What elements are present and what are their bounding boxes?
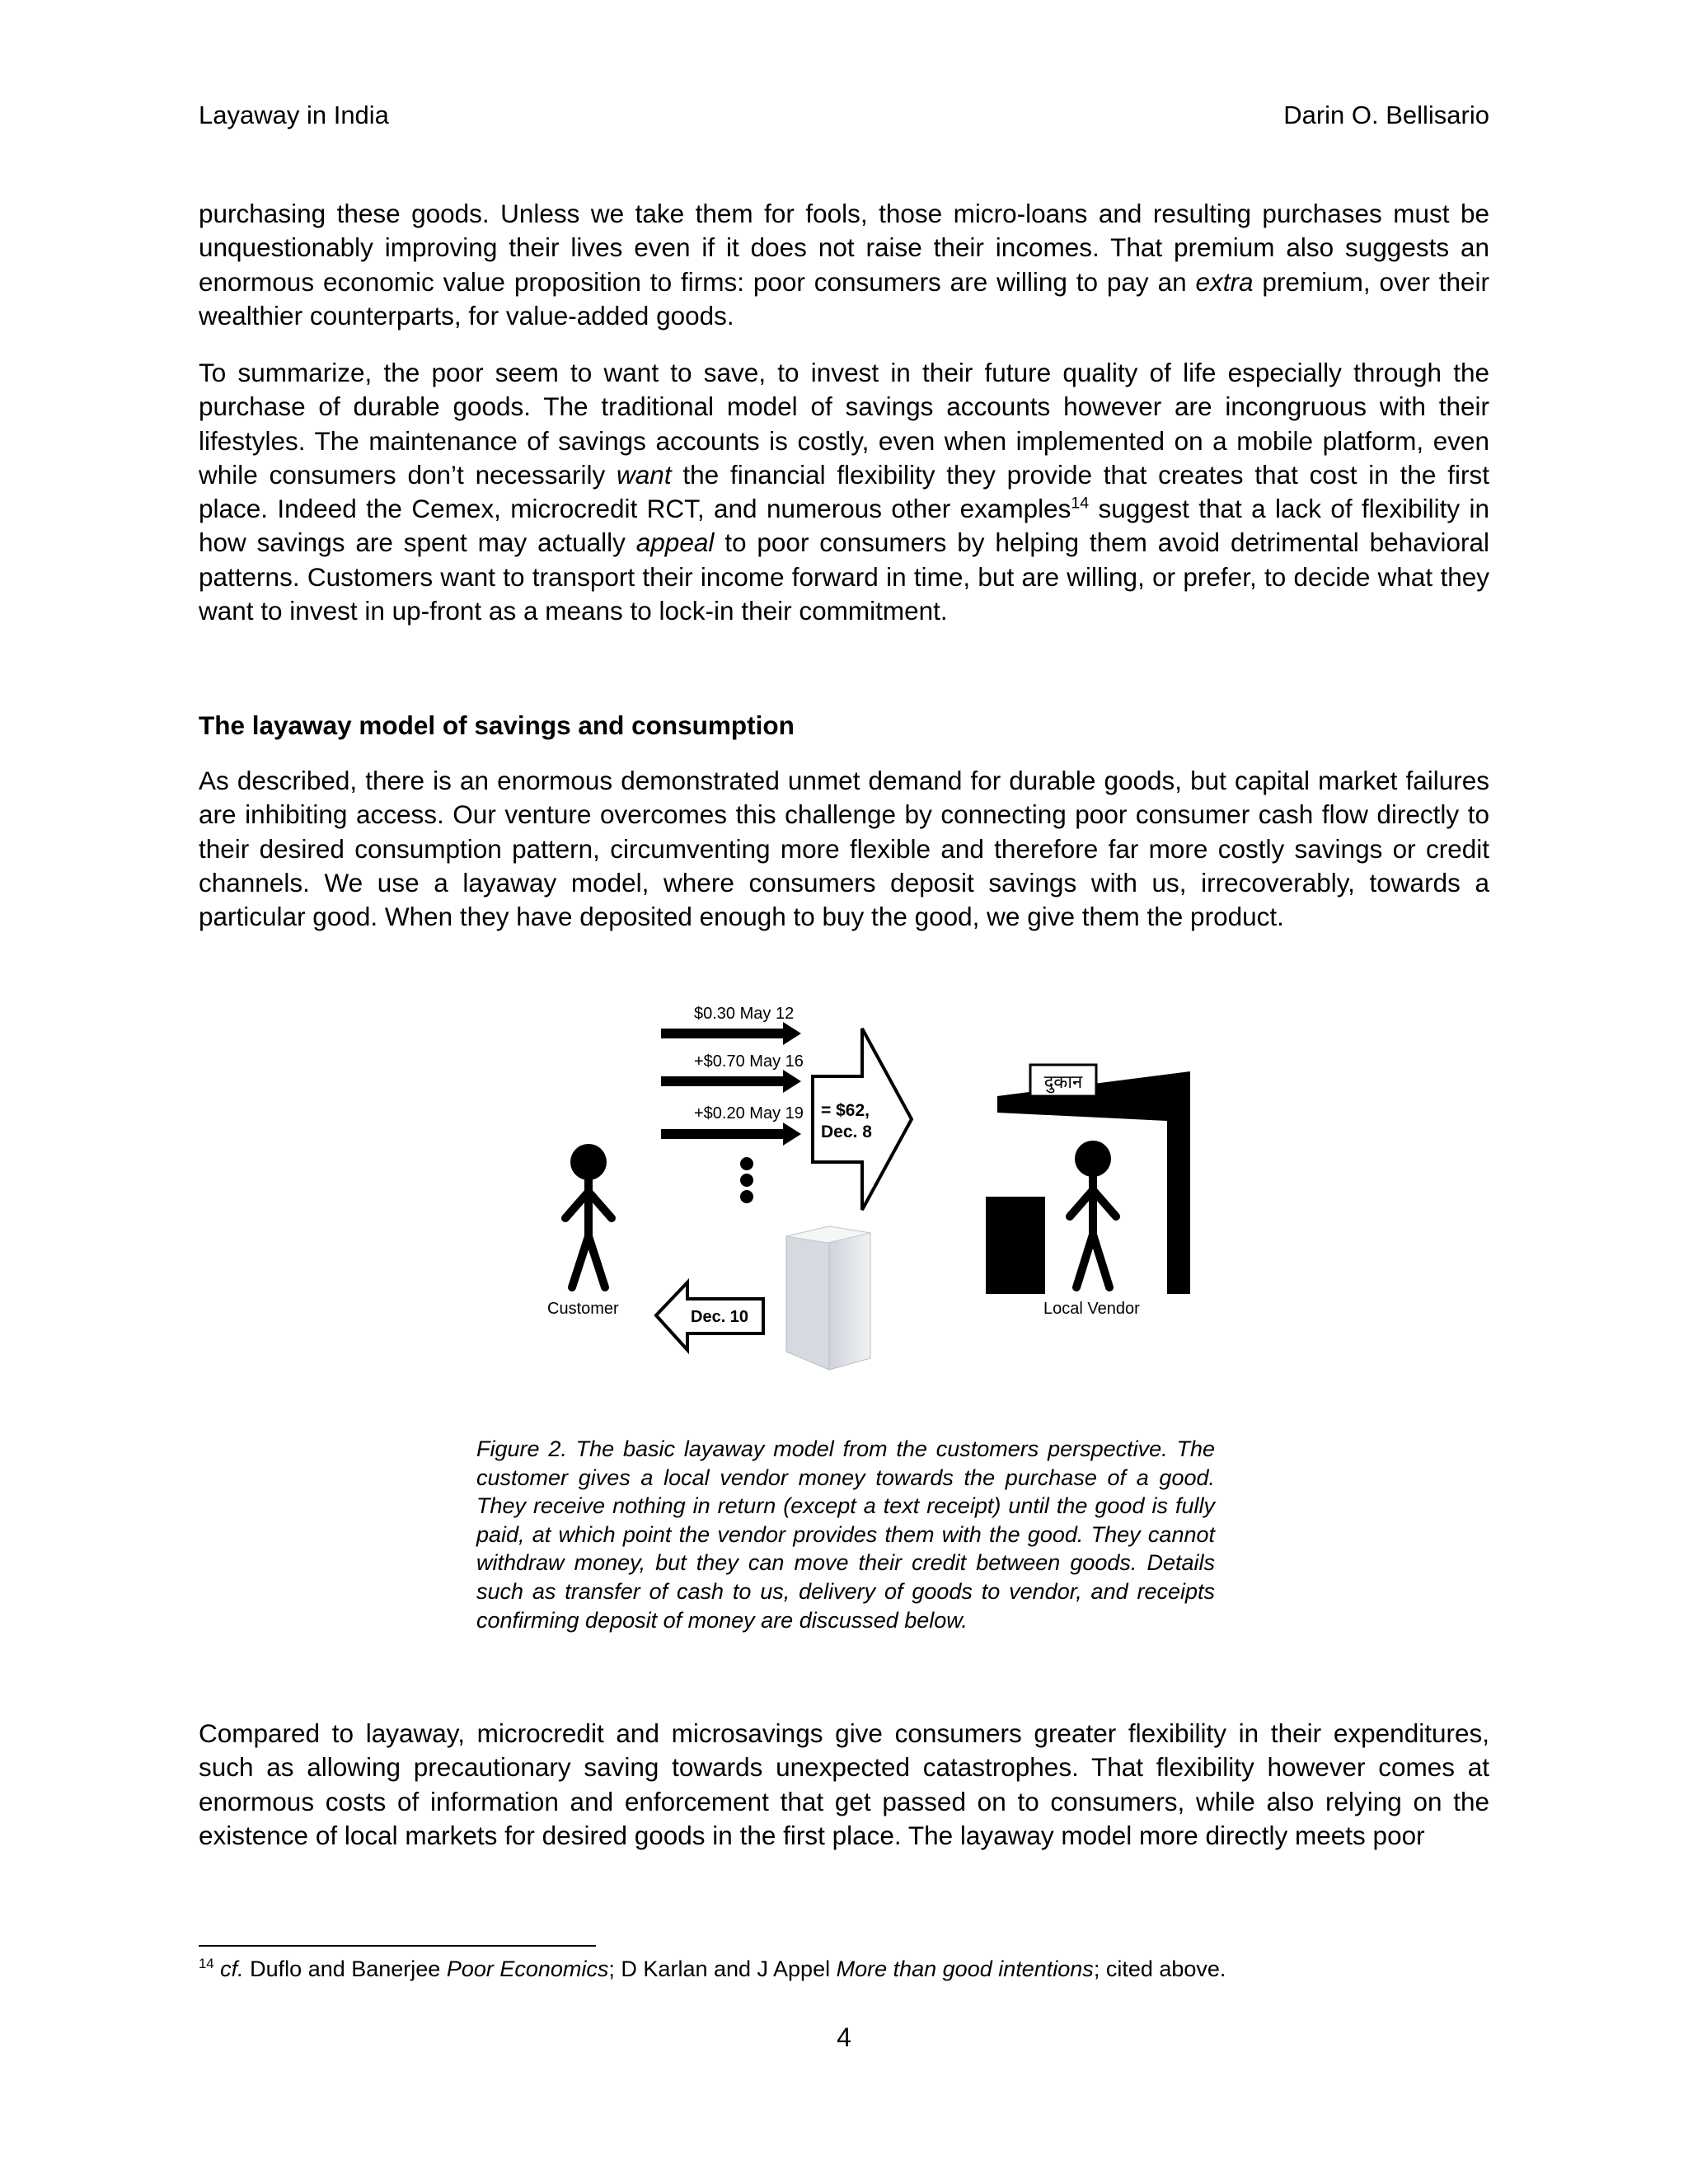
page-number: 4 [837,2022,851,2052]
vendor-stick-figure-icon [1070,1141,1116,1287]
paragraph-premium: purchasing these goods. Unless we take them for fools, those micro-loans and resulting purchases must be unquestionably improving their lives even if it does not raise their incomes. That premium also suggests an enormous economic value proposition to firms: poor consumers are willing to pay an extra premium, over their wealthier counterparts, for value-added goods. [199,199,1489,330]
payment-label-3: +$0.20 May 19 [694,1104,804,1122]
total-amount: = $62, [821,1101,870,1120]
mini-fridge-image [786,1226,870,1370]
emphasis-extra: extra [1195,266,1254,297]
payment-arrow-2 [661,1070,801,1093]
vendor-label: Local Vendor [1043,1300,1140,1318]
footnote-ref-14[interactable]: 14 [1071,494,1090,513]
running-header-author: Darin O. Bellisario [1283,101,1489,129]
section-heading: The layaway model of savings and consumption [199,710,795,740]
total-date: Dec. 8 [821,1122,872,1141]
footnote-14: $^{14}$ cf. Duflo and Banerjee Poor Economics; D Karlan and J Appel More than good intentions; cited above. [199,1955,1226,1981]
ellipsis-dot [740,1190,753,1203]
footnote-cf: cf. [220,1957,244,1981]
shop-sign: दुकान [1043,1071,1083,1092]
paragraph-comparison: Compared to layaway, microcredit and microsavings give consumers greater flexibility in their expenditures, such as allowing precautionary saving towards unexpected catastrophes. That flexibility however comes at enormous costs of information and enforcement that get passed on to consumers, while also relying on the existence of local markets for desired goods in the first place. The layaway model more directly meets poor [199,1718,1489,1850]
emphasis-appeal: appeal [635,527,715,558]
customer-stick-figure-icon [565,1144,612,1287]
payment-label-1: $0.30 May 12 [694,1005,795,1023]
delivery-date: Dec. 10 [691,1308,749,1326]
footnote-divider [199,1945,596,1947]
running-header-title: Layaway in India [199,101,389,129]
ellipsis-dot [740,1174,753,1187]
payment-arrow-3 [661,1122,801,1146]
paragraph-summary: To summarize, the poor seem to want to save, to invest in their future quality of life especially through the purchase of durable goods. The traditional model of savings accounts however are incongruous with their lifestyles. The maintenance of savings accounts is costly, even when implemented on a mobile platform, even while consumers don’t necessarily want the financial flexibility they provide that creates that cost in the first place. Indeed the Cemex, microcredit RCT, and numerous other examples$^{14}$ suggest that a lack of flexibility in how savings are spent may actually appeal to poor consumers by helping them avoid detrimental behavioral patterns. Customers want to transport their income forward in time, but are willing, or prefer, to decide what they want to invest in up-front as a means to lock-in their commitment. [199,358,1489,626]
customer-label: Customer [547,1300,619,1318]
footnote-title-more-than-good-intentions: More than good intentions [836,1957,1094,1981]
payment-arrow-1 [661,1022,801,1045]
figure-caption: Figure 2. The basic layaway model from the customers perspective. The customer gives a local vendor money towards the purchase of a good. They receive nothing in return (except a text receipt) until the good is fully paid, at which point the vendor provides them with the good. They cannot withdraw money, but they can move their credit between goods. Details such as transfer of cash to us, delivery of goods to vendor, and receipts confirming deposit of money are discussed below. [476,1436,1215,1633]
paragraph-layaway-model: As described, there is an enormous demonstrated unmet demand for durable goods, but capital market failures are inhibiting access. Our venture overcomes this challenge by connecting poor consumer cash flow directly to their desired consumption pattern, circumventing more flexible and therefore far more costly savings or credit channels. We use a layaway model, where consumers deposit savings with us, irrecoverably, towards a particular good. When they have deposited enough to buy the good, we give them the product. [199,766,1489,932]
layaway-diagram [511,989,1203,1434]
emphasis-want: want [617,459,672,490]
footnote-number: 14 [199,1955,214,1971]
payment-label-2: +$0.70 May 16 [694,1052,804,1071]
ellipsis-dot [740,1157,753,1170]
footnote-title-poor-economics: Poor Economics [446,1957,609,1981]
